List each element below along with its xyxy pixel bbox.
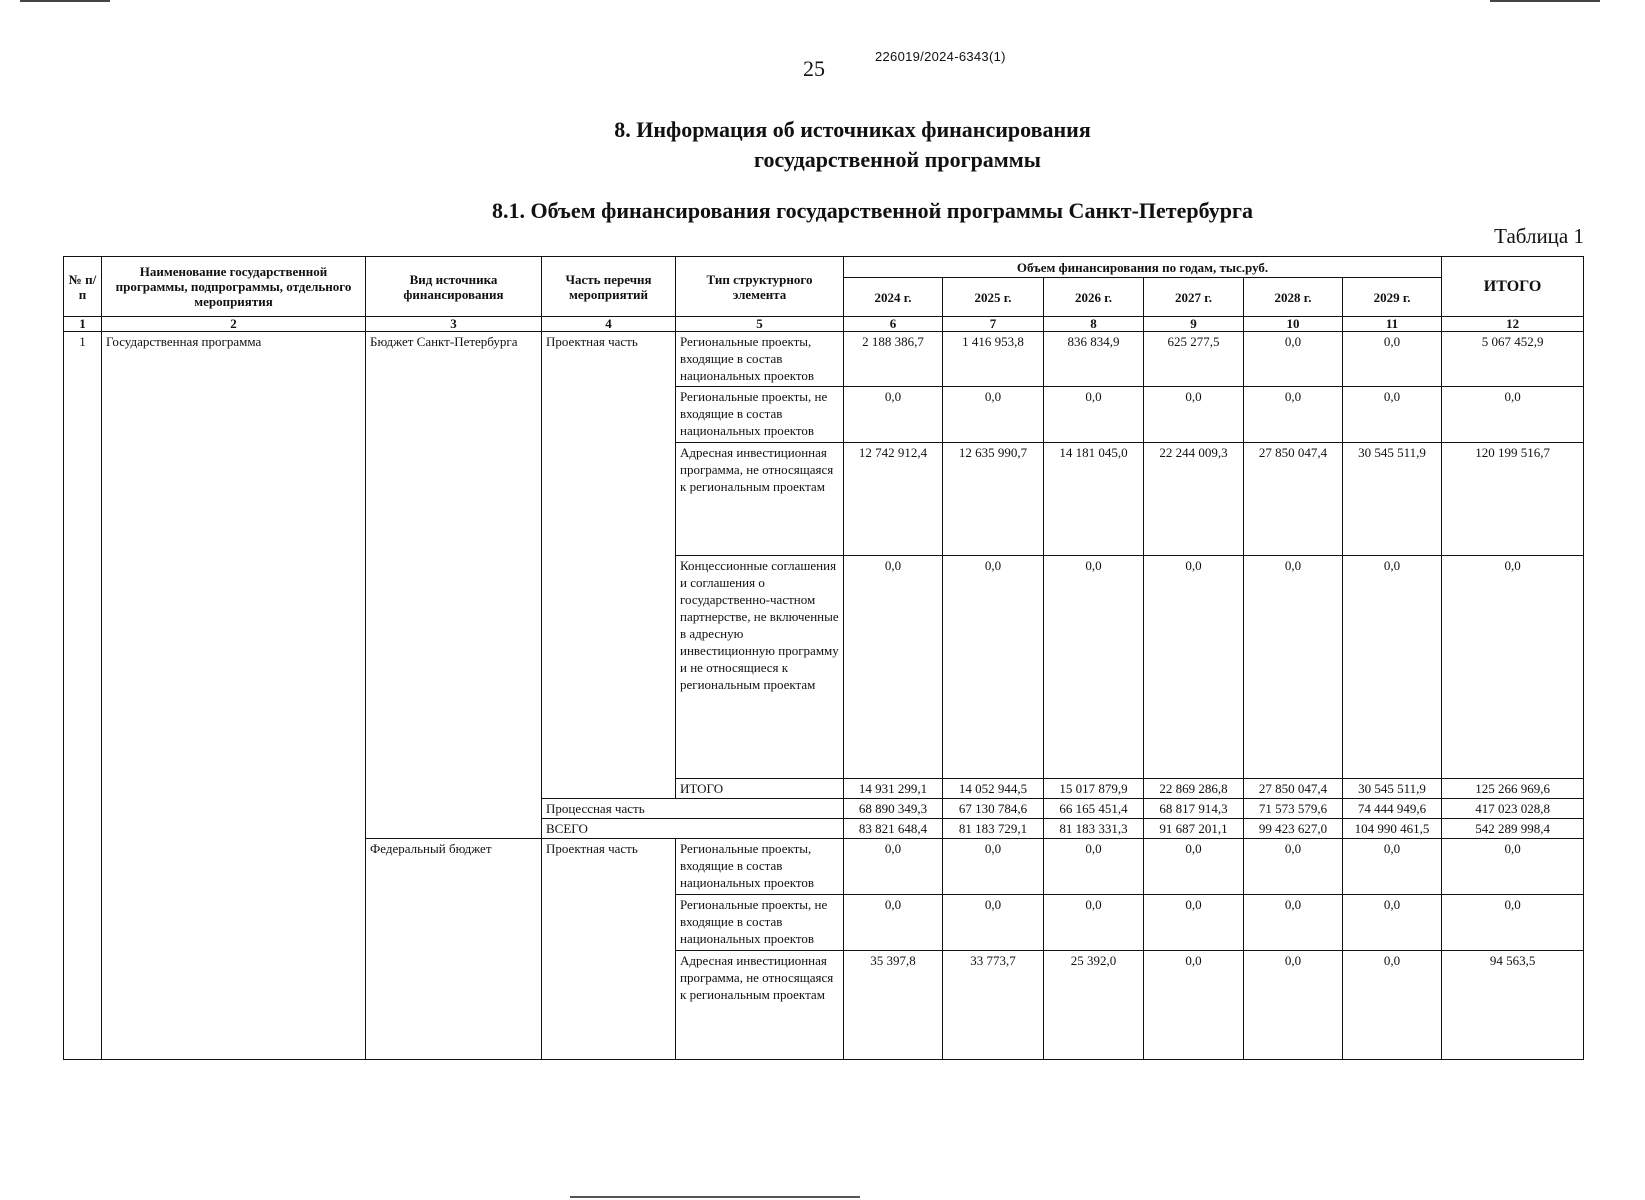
- value-cell: 0,0: [1144, 839, 1244, 895]
- section-title-line1: 8. Информация об источниках финансирования: [614, 117, 1091, 142]
- header-total: ИТОГО: [1442, 257, 1584, 317]
- value-cell: 0,0: [844, 895, 943, 951]
- value-cell: 0,0: [943, 387, 1044, 443]
- value-cell: 35 397,8: [844, 951, 943, 1060]
- value-cell: 27 850 047,4: [1244, 443, 1343, 556]
- financing-table: [63, 256, 1584, 1060]
- header-part: Часть перечня мероприятий: [542, 257, 676, 317]
- value-cell: 68 817 914,3: [1144, 799, 1244, 819]
- column-number: 6: [844, 317, 943, 332]
- total-cell: 0,0: [1442, 387, 1584, 443]
- value-cell: 0,0: [1144, 556, 1244, 779]
- value-cell: 71 573 579,6: [1244, 799, 1343, 819]
- value-cell: 104 990 461,5: [1343, 819, 1442, 839]
- table-row: [64, 332, 1584, 387]
- value-cell: 0,0: [1343, 839, 1442, 895]
- table-label: Таблица 1: [1494, 224, 1584, 248]
- value-cell: 27 850 047,4: [1244, 779, 1343, 799]
- value-cell: 0,0: [943, 556, 1044, 779]
- value-cell: 68 890 349,3: [844, 799, 943, 819]
- source-spb-budget: Бюджет Санкт-Петербурга: [366, 332, 542, 839]
- value-cell: 99 423 627,0: [1244, 819, 1343, 839]
- column-number: 1: [64, 317, 102, 332]
- column-number: 8: [1044, 317, 1144, 332]
- total-cell: 94 563,5: [1442, 951, 1584, 1060]
- header-num: № п/п: [64, 257, 102, 317]
- column-number: 4: [542, 317, 676, 332]
- header-year: 2026 г.: [1044, 278, 1144, 317]
- value-cell: 30 545 511,9: [1343, 779, 1442, 799]
- structural-type: Региональные проекты, входящие в состав национальных проектов: [676, 332, 844, 387]
- total-cell: 125 266 969,6: [1442, 779, 1584, 799]
- column-number: 5: [676, 317, 844, 332]
- value-cell: 12 742 912,4: [844, 443, 943, 556]
- part-process: Процессная часть: [542, 799, 844, 819]
- value-cell: 66 165 451,4: [1044, 799, 1144, 819]
- value-cell: 0,0: [1244, 556, 1343, 779]
- value-cell: 0,0: [844, 556, 943, 779]
- value-cell: 83 821 648,4: [844, 819, 943, 839]
- value-cell: 30 545 511,9: [1343, 443, 1442, 556]
- value-cell: 0,0: [1244, 332, 1343, 387]
- total-cell: 542 289 998,4: [1442, 819, 1584, 839]
- value-cell: 0,0: [844, 387, 943, 443]
- value-cell: 67 130 784,6: [943, 799, 1044, 819]
- value-cell: 81 183 331,3: [1044, 819, 1144, 839]
- scan-edge-mark-left: [20, 0, 110, 2]
- total-cell: 120 199 516,7: [1442, 443, 1584, 556]
- value-cell: 836 834,9: [1044, 332, 1144, 387]
- value-cell: 0,0: [943, 839, 1044, 895]
- column-number: 12: [1442, 317, 1584, 332]
- part-total: ВСЕГО: [542, 819, 844, 839]
- value-cell: 0,0: [1044, 387, 1144, 443]
- part-project: Проектная часть: [542, 332, 676, 799]
- total-cell: 417 023 028,8: [1442, 799, 1584, 819]
- structural-type: Региональные проекты, входящие в состав национальных проектов: [676, 839, 844, 895]
- value-cell: 0,0: [1144, 387, 1244, 443]
- column-numbers-row: [64, 317, 1584, 332]
- value-cell: 0,0: [1044, 556, 1144, 779]
- value-cell: 0,0: [1044, 839, 1144, 895]
- value-cell: 0,0: [1244, 387, 1343, 443]
- header-name: Наименование государственной программы, подпрограммы, отдельного мероприятия: [102, 257, 366, 317]
- section-title-line2: государственной программы: [754, 147, 1041, 172]
- value-cell: 22 244 009,3: [1144, 443, 1244, 556]
- page-number: 25: [803, 56, 825, 81]
- value-cell: 0,0: [1144, 951, 1244, 1060]
- structural-type-total: ИТОГО: [676, 779, 844, 799]
- value-cell: 25 392,0: [1044, 951, 1144, 1060]
- value-cell: 14 931 299,1: [844, 779, 943, 799]
- row-number: 1: [64, 332, 102, 1060]
- structural-type: Региональные проекты, не входящие в состав национальных проектов: [676, 387, 844, 443]
- value-cell: 0,0: [1343, 332, 1442, 387]
- value-cell: 0,0: [1244, 895, 1343, 951]
- header-source: Вид источника финансирования: [366, 257, 542, 317]
- value-cell: 1 416 953,8: [943, 332, 1044, 387]
- value-cell: 33 773,7: [943, 951, 1044, 1060]
- value-cell: 74 444 949,6: [1343, 799, 1442, 819]
- value-cell: 81 183 729,1: [943, 819, 1044, 839]
- subsection-title: 8.1. Объем финансирования государственной программы Санкт-Петербурга: [491, 198, 1254, 223]
- structural-type: Региональные проекты, не входящие в состав национальных проектов: [676, 895, 844, 951]
- total-cell: 0,0: [1442, 895, 1584, 951]
- total-cell: 5 067 452,9: [1442, 332, 1584, 387]
- value-cell: 0,0: [1343, 895, 1442, 951]
- total-cell: 0,0: [1442, 556, 1584, 779]
- value-cell: 0,0: [844, 839, 943, 895]
- value-cell: 625 277,5: [1144, 332, 1244, 387]
- value-cell: 91 687 201,1: [1144, 819, 1244, 839]
- value-cell: 0,0: [1343, 556, 1442, 779]
- header-year: 2027 г.: [1144, 278, 1244, 317]
- header-volume: Объем финансирования по годам, тыс.руб.: [844, 257, 1442, 278]
- column-number: 2: [102, 317, 366, 332]
- program-name: Государственная программа: [102, 332, 366, 1060]
- value-cell: 0,0: [1343, 951, 1442, 1060]
- scan-bottom-mark: [570, 1196, 860, 1198]
- value-cell: 15 017 879,9: [1044, 779, 1144, 799]
- header-year: 2028 г.: [1244, 278, 1343, 317]
- column-number: 3: [366, 317, 542, 332]
- total-cell: 0,0: [1442, 839, 1584, 895]
- value-cell: 14 181 045,0: [1044, 443, 1144, 556]
- value-cell: 0,0: [1244, 951, 1343, 1060]
- section-title: [0, 115, 1645, 175]
- value-cell: 0,0: [1144, 895, 1244, 951]
- column-number: 7: [943, 317, 1044, 332]
- value-cell: 0,0: [1343, 387, 1442, 443]
- document-code: 226019/2024-6343(1): [875, 49, 1006, 64]
- scan-edge-mark-right: [1490, 0, 1600, 2]
- header-year: 2025 г.: [943, 278, 1044, 317]
- column-number: 10: [1244, 317, 1343, 332]
- value-cell: 12 635 990,7: [943, 443, 1044, 556]
- value-cell: 0,0: [943, 895, 1044, 951]
- value-cell: 0,0: [1244, 839, 1343, 895]
- header-year: 2029 г.: [1343, 278, 1442, 317]
- structural-type: Концессионные соглашения и соглашения о государственно-частном партнерстве, не включенные в адресную инвестиционную программу и не относящиеся к региональным проектам: [676, 556, 844, 779]
- header-year: 2024 г.: [844, 278, 943, 317]
- column-number: 9: [1144, 317, 1244, 332]
- column-number: 11: [1343, 317, 1442, 332]
- header-type: Тип структурного элемента: [676, 257, 844, 317]
- value-cell: 0,0: [1044, 895, 1144, 951]
- structural-type: Адресная инвестиционная программа, не относящаяся к региональным проектам: [676, 951, 844, 1060]
- part-project: Проектная часть: [542, 839, 676, 1060]
- value-cell: 22 869 286,8: [1144, 779, 1244, 799]
- source-federal-budget: Федеральный бюджет: [366, 839, 542, 1060]
- value-cell: 14 052 944,5: [943, 779, 1044, 799]
- structural-type: Адресная инвестиционная программа, не относящаяся к региональным проектам: [676, 443, 844, 556]
- value-cell: 2 188 386,7: [844, 332, 943, 387]
